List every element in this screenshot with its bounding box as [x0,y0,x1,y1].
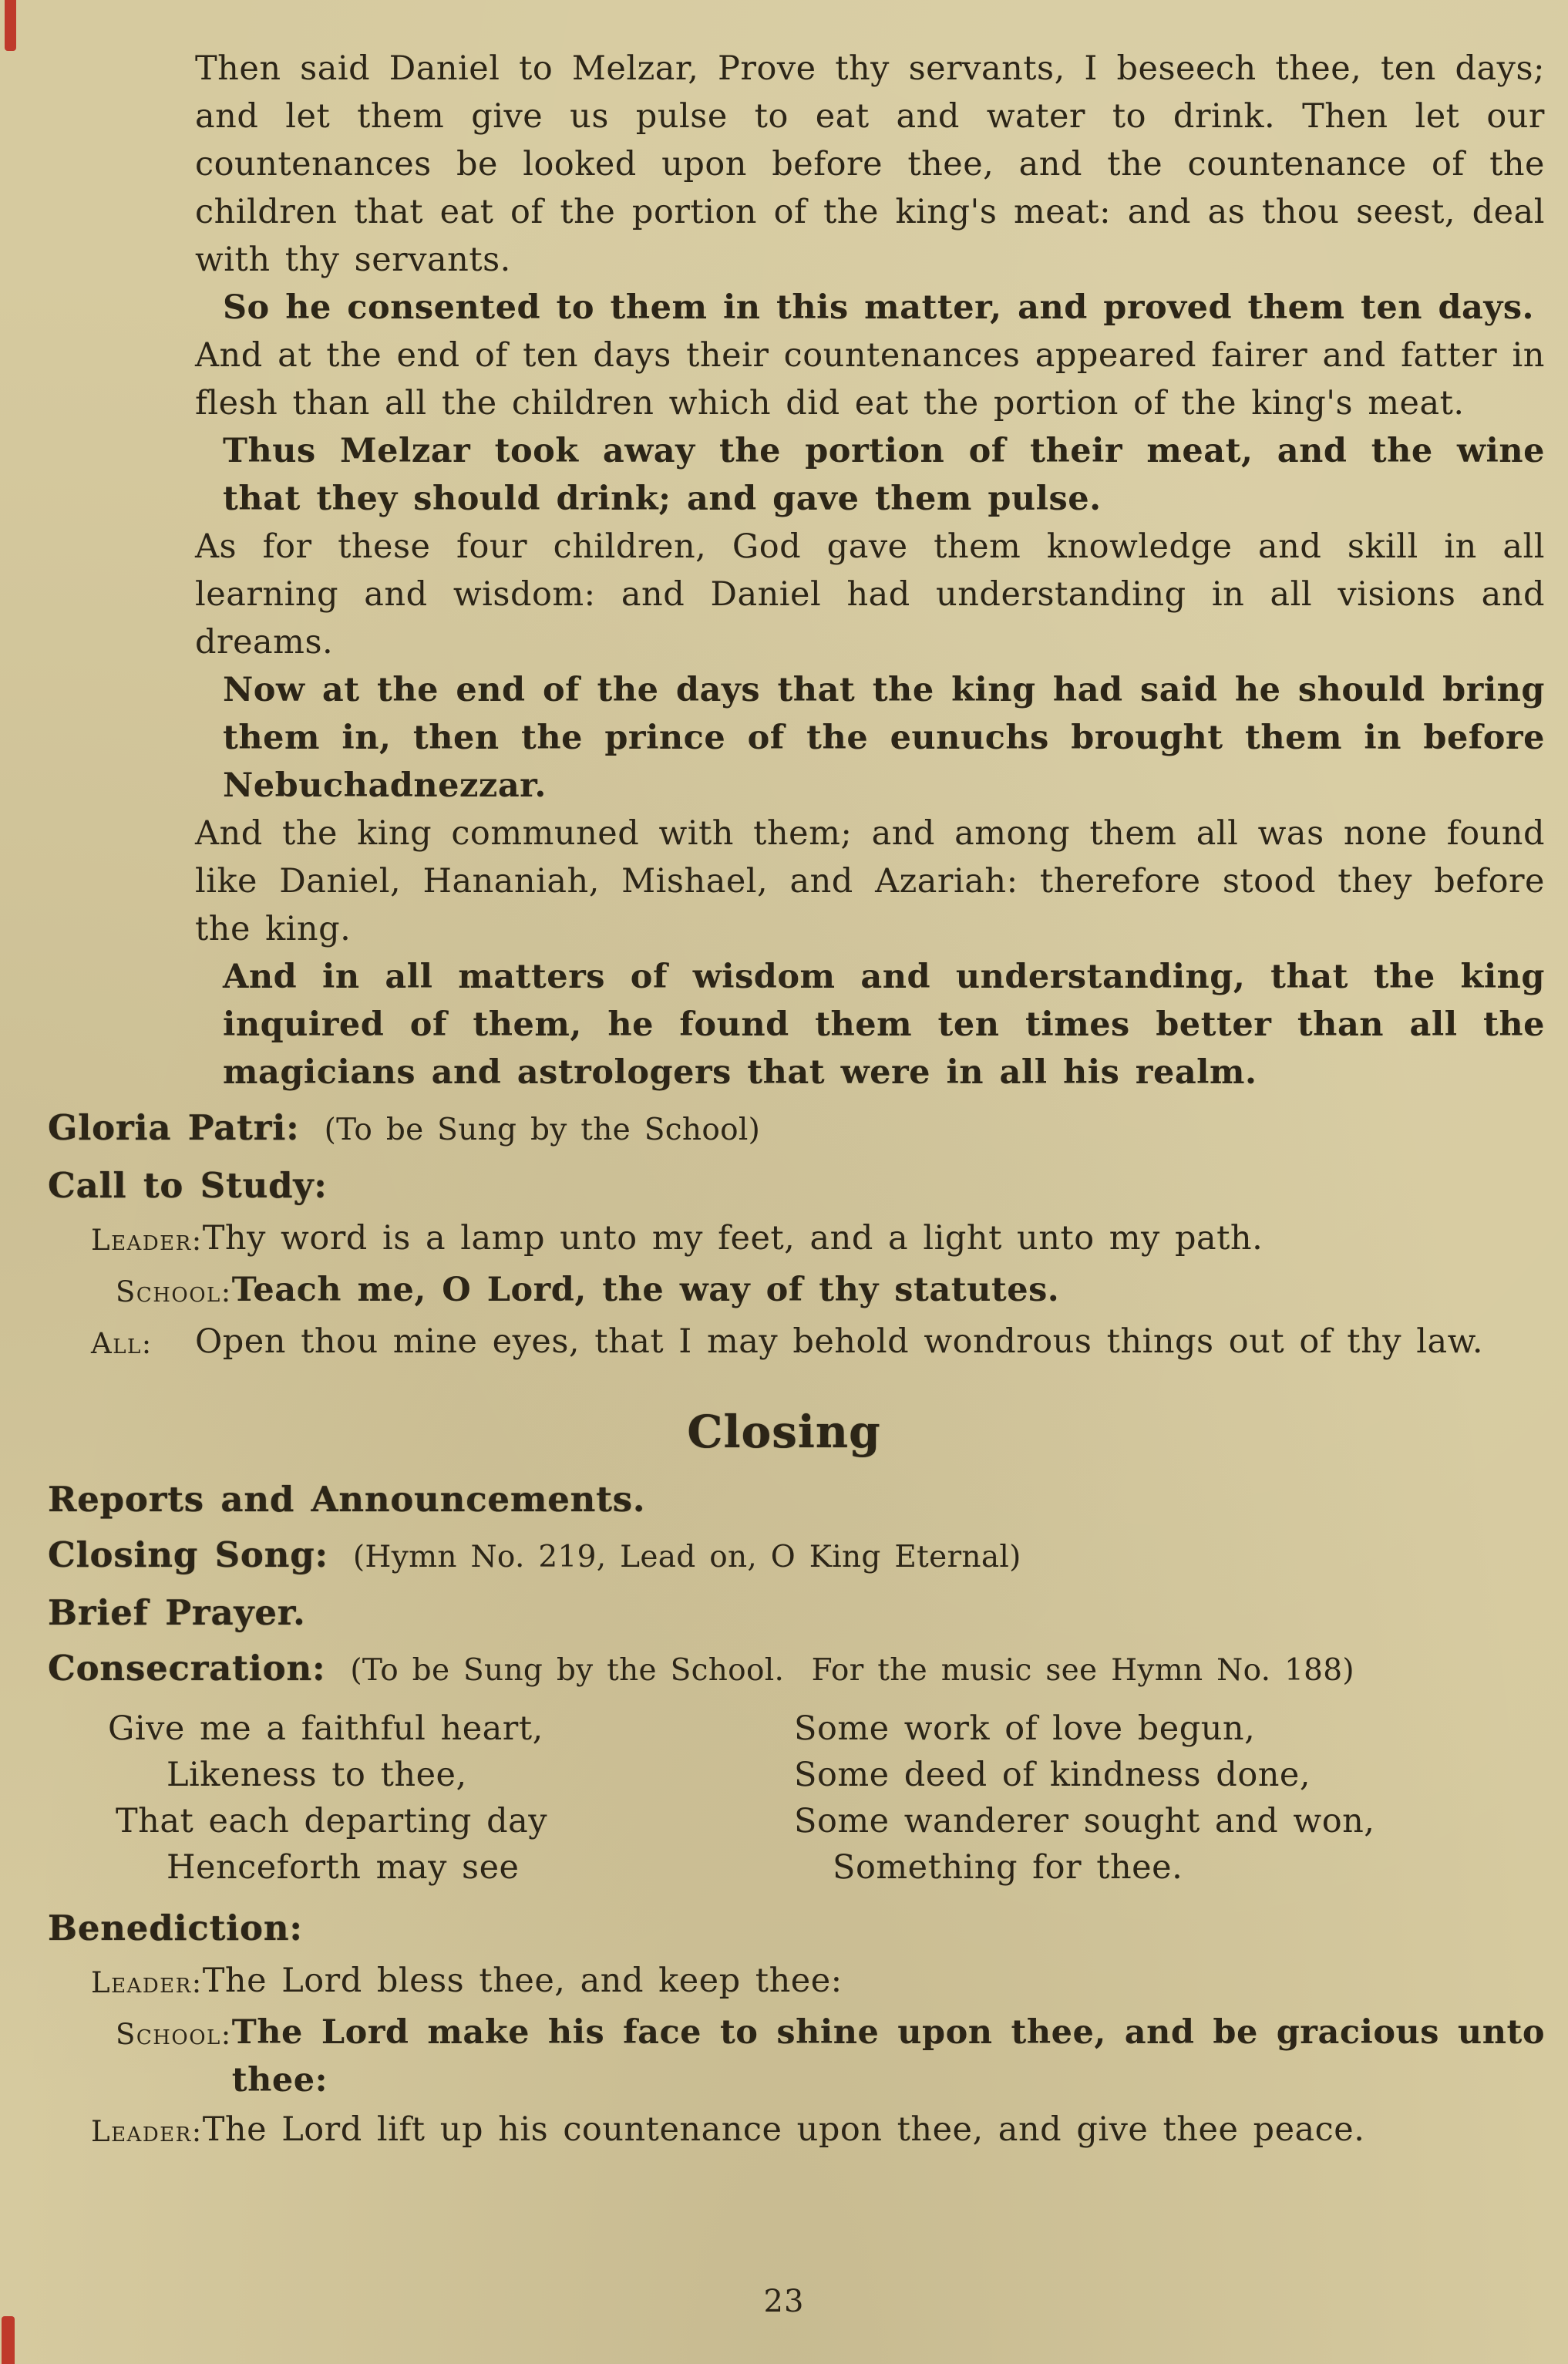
response-text: The Lord lift up his countenance upon thee, and give thee peace. [202,2110,1365,2149]
speaker-label: School: [116,1275,232,1308]
closing-song-note: (Hymn No. 219, Lead on, O King Eternal) [352,1540,1021,1574]
scripture-verse: And in all matters of wisdom and understanding, that the king inquired of them, he found them ten times better than all the magicians and astrologers that were in all his realm. [223,958,1545,1092]
scripture-verse: Thus Melzar took away the portion of their meat, and the wine that they should drink; and gave them pulse. [223,432,1545,518]
speaker-label: All: [91,1327,153,1360]
scripture-verse: As for these four children, God gave them knowledge and skill in all learning and wisdom: and Daniel had understanding in all visions and dreams. [195,527,1545,662]
hymn-line: Some wanderer sought and won, [794,1802,1375,1840]
liturgy-row-leader [91,2106,1568,2156]
scripture-verse: So he consented to them in this matter, and proved them ten days. [223,288,1535,327]
response-text: The Lord make his face to shine upon thee, and be gracious unto thee: [231,2013,1545,2100]
gloria-patri-note: (To be Sung by the School) [324,1113,761,1147]
liturgy-row-all [91,1318,1568,1368]
speaker-label: School: [116,2018,232,2051]
liturgy-row-leader [91,1214,1568,1265]
response-text: Teach me, O Lord, the way of thy statutes. [231,1271,1060,1309]
speaker-label: Leader: [91,1224,203,1257]
gloria-patri-heading: Gloria Patri: [48,1107,300,1148]
consecration-hymn [108,1706,1545,1891]
scripture-verse: Then said Daniel to Melzar, Prove thy servants, I beseech thee, ten days; and let them give us pulse to eat and water to drink. Then let our countenances be looked upon before thee, and the countenance of the children that eat of the portion of the king's meat: and as thou seest, deal with thy servants. [195,49,1545,279]
benediction-heading: Benediction: [48,1908,303,1948]
liturgy-row-school [116,1266,1568,1316]
page-number: 23 [763,2284,805,2319]
brief-prayer-heading: Brief Prayer. [48,1592,306,1633]
liturgy-row-school [116,2009,1568,2104]
hymn-line: Some work of love begun, [794,1709,1256,1748]
scripture-verse: Now at the end of the days that the king had said he should bring them in, then the prince of the eunuchs brought them in before Nebuchadnezzar. [223,671,1545,805]
liturgy-row-leader [91,1957,1568,2007]
response-text: The Lord bless thee, and keep thee: [202,1962,843,2000]
response-text: Thy word is a lamp unto my feet, and a light unto my path. [202,1219,1263,1258]
speaker-label: Leader: [91,2115,203,2148]
hymn-line: Something for thee. [833,1848,1183,1887]
consecration-line [48,1645,1545,1695]
scripture-passage [0,0,1568,1096]
closing-song-heading: Closing Song: [48,1534,328,1575]
scripture-verse: And at the end of ten days their countenances appeared fairer and fatter in flesh than all the children which did eat the portion of the king's meat. [195,336,1545,423]
reports-announcements-heading: Reports and Announcements. [48,1479,646,1520]
closing-section-title: Closing [687,1406,881,1458]
gloria-patri-line [48,1104,1545,1154]
scripture-verse: And the king communed with them; and among them all was none found like Daniel, Hananiah, Mishael, and Azariah: therefore stood they before the king. [195,814,1545,948]
consecration-heading: Consecration: [48,1648,326,1689]
speaker-label: Leader: [91,1966,203,1999]
response-text: Open thou mine eyes, that I may behold wondrous things out of thy law. [195,1322,1483,1361]
hymn-line: That each departing day [116,1802,548,1840]
hymn-line: Some deed of kindness done, [794,1756,1311,1794]
red-page-edge-top [5,0,16,51]
hymn-line: Likeness to thee, [167,1756,467,1794]
consecration-note: (To be Sung by the School. For the music see Hymn No. 188) [350,1653,1354,1688]
hymn-line: Give me a faithful heart, [108,1709,543,1748]
hymn-left-column [108,1706,694,1891]
hymn-right-column [794,1706,1545,1891]
hymn-line: Henceforth may see [167,1848,520,1887]
closing-song-line [48,1531,1545,1581]
call-to-study-heading: Call to Study: [48,1165,328,1206]
